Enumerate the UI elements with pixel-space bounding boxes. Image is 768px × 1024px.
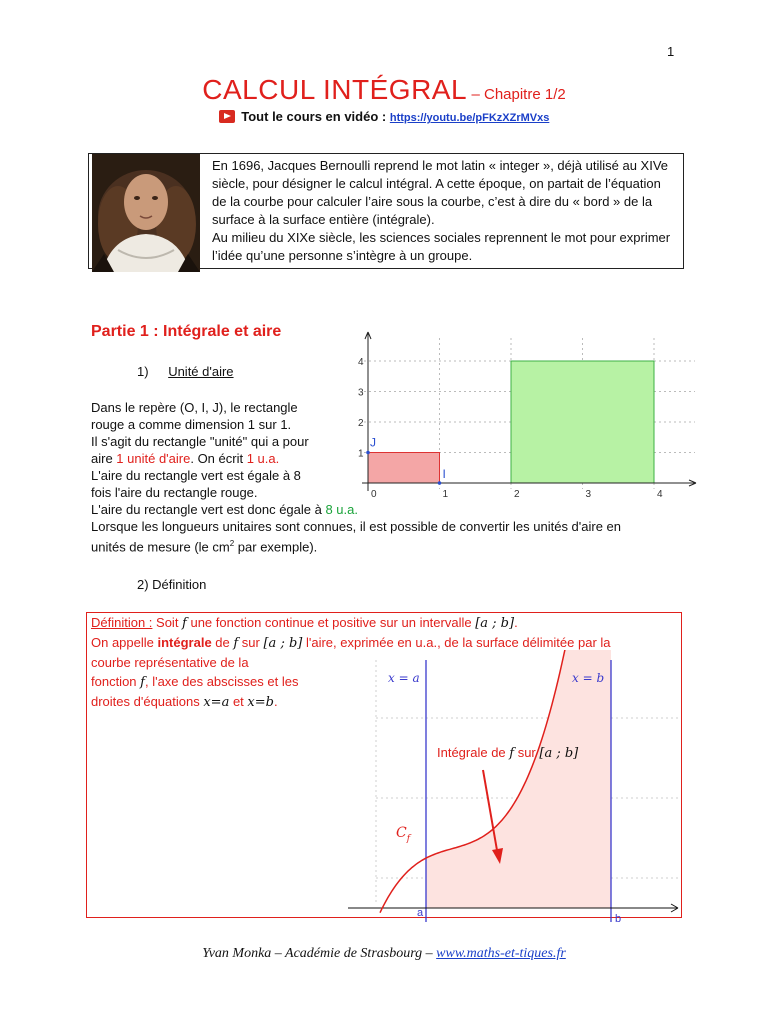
chart1-x-tick: 3	[585, 489, 592, 500]
chart1-x-tick: 2	[514, 489, 520, 500]
unit-area-term: 1 unité d'aire	[116, 451, 191, 466]
chart1-x-tick: 4	[657, 489, 663, 500]
para1-line-6: fois l'aire du rectangle rouge.	[91, 485, 258, 500]
para1-l4a: aire	[91, 451, 117, 466]
page-title	[0, 74, 768, 106]
chart1-x-tick: 0	[371, 489, 377, 500]
integral-chart	[340, 650, 685, 935]
def-t5: sur	[238, 635, 264, 650]
para1-line-3: Il s'agit du rectangle "unité" qui a pour	[91, 434, 309, 449]
point-I-label: I	[442, 467, 446, 481]
point-J-label: J	[370, 435, 376, 450]
video-link[interactable]: https://youtu.be/pFKzXZrMVxs	[389, 112, 550, 124]
def-interval-2: [a ; b]	[263, 636, 303, 651]
def-t6: l'aire, exprimée en u.a., de la surface délimitée par la	[302, 635, 611, 650]
def-dot: .	[514, 615, 518, 630]
def-end: .	[273, 694, 278, 709]
tick-b: b	[615, 913, 622, 925]
def-f-2: f	[233, 636, 239, 651]
def-t8: fonction	[91, 674, 141, 689]
definition-label: Définition :	[91, 615, 153, 630]
para1-l9sup: 2	[229, 539, 235, 548]
label-x-equals-a: x = a	[388, 671, 420, 685]
def-t2: une fonction continue et positive sur un intervalle	[186, 615, 476, 630]
history-paragraph-1: En 1696, Jacques Bernoulli reprend le mot latin « integer », déjà utilisé au XIVe siècle, pour désigner le calcul intégral. A cette époque, on partait de l’équation de la courbe pour calculer l’aire sous la courbe, c’est à dire du « bord » de la surface à la surface entière (intégrale).	[212, 158, 669, 227]
chart1-y-tick: 3	[358, 387, 364, 399]
annot-b: sur	[514, 745, 540, 760]
footer-text: Yvan Monka – Académie de Strasbourg –	[202, 946, 437, 961]
label-cf-sub: f	[406, 834, 411, 844]
def-f-1: f	[182, 616, 187, 631]
chart1-y-tick: 4	[358, 357, 364, 368]
label-cf	[396, 825, 412, 844]
para1-line-5: L'aire du rectangle vert est égale à 8	[91, 468, 301, 483]
youtube-play-icon[interactable]	[219, 110, 235, 123]
annot-int: [a ; b]	[539, 746, 579, 761]
section-1-title: Unité d'aire	[168, 364, 234, 379]
def-t4: de	[211, 635, 234, 650]
para1-line-9	[91, 535, 681, 555]
section-1-heading	[137, 364, 234, 379]
green-area-value: 8 u.a.	[325, 502, 358, 517]
unit-area-chart	[340, 330, 700, 505]
chart1-y-tick: 2	[358, 418, 364, 429]
section-2-title: 2) Définition	[137, 577, 207, 592]
def-integrale: intégrale	[157, 635, 212, 650]
para1-line-1: Dans le repère (O, I, J), le rectangle	[91, 400, 298, 415]
video-label: Tout le cours en vidéo :	[241, 109, 387, 124]
def-f-3: f	[140, 675, 145, 690]
annot-a: Intégrale de	[437, 745, 510, 760]
def-t1: Soit	[152, 615, 183, 630]
def-and: et	[229, 694, 248, 709]
history-text	[212, 157, 678, 265]
point-J	[366, 451, 370, 455]
para1-l9a: unités de mesure (le cm	[91, 539, 230, 555]
section-2-heading	[137, 577, 206, 592]
footer-link[interactable]: www.maths-et-tiques.fr	[436, 946, 566, 961]
annot-f: f	[509, 746, 515, 761]
title-sub: – Chapitre 1/2	[471, 86, 566, 103]
para1-line-2: rouge a comme dimension 1 sur 1.	[91, 417, 292, 432]
title-main: CALCUL INTÉGRAL	[202, 74, 468, 105]
point-I	[438, 481, 442, 485]
tick-a: a	[417, 907, 424, 919]
para1-line-8: Lorsque les longueurs unitaires sont connues, il est possible de convertir les unités d'aire en	[91, 519, 622, 534]
page-number: 1	[667, 44, 675, 59]
video-line	[0, 109, 768, 124]
def-eq1: x=a	[203, 695, 230, 710]
definition-line-3: courbe représentative de la	[91, 655, 249, 670]
para1-l4c: . On écrit	[190, 451, 247, 466]
footer	[0, 946, 768, 962]
para1-l7a: L'aire du rectangle vert est donc égale à	[91, 502, 326, 517]
definition-line-1	[91, 613, 671, 633]
section-1-number: 1)	[137, 364, 149, 379]
ua-term: 1 u.a.	[246, 451, 280, 466]
integral-annotation	[437, 745, 579, 761]
def-t9: , l'axe des abscisses et les	[144, 674, 299, 689]
para1-l9b: par exemple).	[234, 539, 318, 555]
history-paragraph-2: Au milieu du XIXe siècle, les sciences sociales reprennent le mot pour exprimer l’idée qu’une personne s’intègre à un groupe.	[212, 230, 671, 263]
chart1-x-tick: 1	[442, 489, 449, 500]
partie-1-title: Partie 1 : Intégrale et aire	[91, 323, 282, 340]
def-eq2: x=b	[247, 695, 274, 710]
def-t10: droites d'équations	[91, 694, 204, 709]
integral-area	[426, 650, 611, 908]
label-cf-main: C	[396, 825, 407, 841]
red-unit-rectangle	[368, 453, 440, 484]
def-t3: On appelle	[91, 635, 158, 650]
bernoulli-portrait	[92, 154, 200, 272]
chart1-y-tick: 1	[358, 448, 364, 460]
label-x-equals-b: x = b	[572, 671, 605, 685]
green-rectangle	[511, 361, 654, 483]
def-interval-1: [a ; b]	[475, 616, 515, 631]
